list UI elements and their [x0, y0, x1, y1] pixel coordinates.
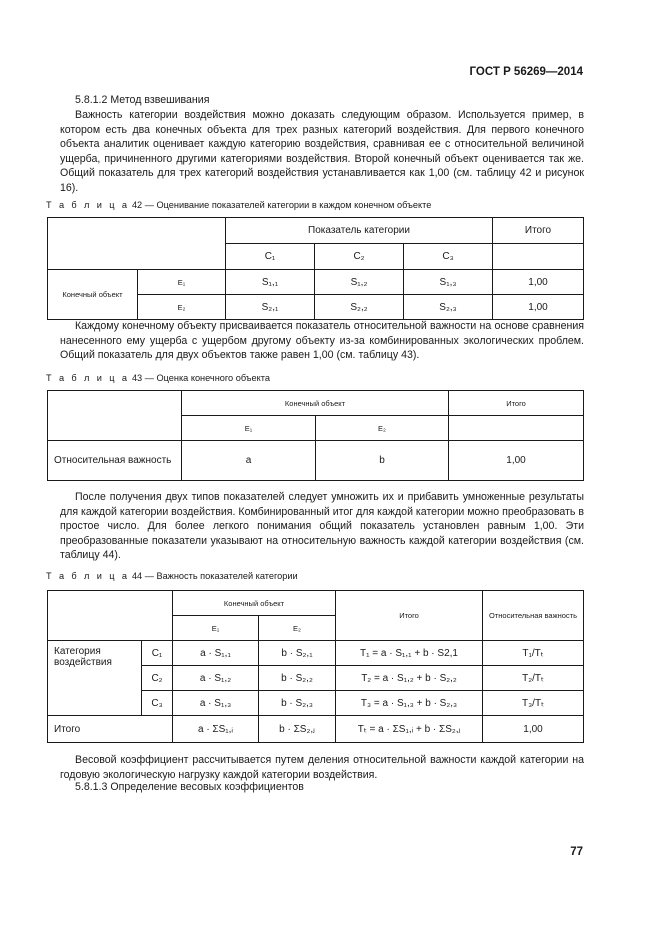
table-44-cell: a · S₁,₃ — [173, 691, 259, 716]
table-43-col-e2: E₂ — [316, 416, 449, 441]
table-43-row-total: 1,00 — [449, 441, 584, 481]
table-43-cell: b — [316, 441, 449, 481]
paragraph-1-text: Важность категории воздействия можно доказать следующим образом. Используется пример, в котором есть два конечных объекта для трех разных категорий воздействия. Для первого конечного объекта аналитик оценивает каждую категорию воздействия, сравнивая ее с относительной величиной ущерба, причиненного другими категориями воздействия. Второй конечный объект оценивается так же. Общий показатель для трех категорий воздействия устанавливается как 1,00 (см. таблицу 42 и рисунок 16). — [60, 109, 584, 194]
subsection-heading: 5.8.1.3 Определение весовых коэффициентов — [75, 781, 304, 793]
table-44-cell: T₂ = a · S₁,₂ + b · S₂,₂ — [336, 666, 483, 691]
table-44-col-e2: E₂ — [259, 616, 336, 641]
table-44-cell: T₂/Tₜ — [483, 666, 584, 691]
table-42-col-c1: C₁ — [226, 244, 315, 270]
table-42-group-header: Показатель категории — [226, 218, 493, 244]
table-44-cell: T₁ = a · S₁,₁ + b · S2,1 — [336, 641, 483, 666]
document-header: ГОСТ Р 56269—2014 — [469, 66, 583, 78]
table-43-group-header: Конечный объект — [182, 391, 449, 416]
page-number: 77 — [570, 846, 583, 858]
table-42-row-header: Конечный объект — [48, 270, 138, 320]
table-42-cell: S₂,₃ — [404, 295, 493, 320]
table-43-corner — [48, 391, 182, 441]
table-44-cell: a · ΣS₁,ᵢ — [173, 716, 259, 743]
table-43-row-label: Относительная важность — [48, 441, 182, 481]
table-43-total-header: Итого — [449, 391, 584, 416]
table-42-row-total: 1,00 — [493, 270, 584, 295]
table-44-rel-header: Относительная важность — [483, 591, 584, 641]
paragraph-3 — [60, 490, 584, 563]
table-42-cell: S₁,₁ — [226, 270, 315, 295]
table-44-cell: b · S₂,₃ — [259, 691, 336, 716]
table-43-empty — [449, 416, 584, 441]
table-42-col-c2: C₂ — [315, 244, 404, 270]
paragraph-3-text: После получения двух типов показателей следует умножить их и прибавить умноженные результаты для каждой категории воздействия. Комбинированный итог для каждой категории можно преобразовать в простое число. Для более легкого понимания общий показатель установлен равным 1,00. Эти преобразованные показатели указывают на относительную важность каждой категории воздействия (см. таблицу 44). — [60, 491, 584, 562]
table-42-cell: S₂,₂ — [315, 295, 404, 320]
section-heading: 5.8.1.2 Метод взвешивания — [75, 94, 210, 106]
table-44-row-label: C₁ — [142, 641, 173, 666]
table-44-col-e1: E₁ — [173, 616, 259, 641]
table-44-cell: Tₜ = a · ΣS₁,ᵢ + b · ΣS₂,ⱼ — [336, 716, 483, 743]
table-42-row-label: E₁ — [138, 270, 226, 295]
table-44-row-label: C₃ — [142, 691, 173, 716]
table-44-title: 44 — Важность показателей категории — [131, 571, 298, 581]
table-44-corner — [48, 591, 173, 641]
paragraph-1 — [60, 108, 584, 196]
paragraph-4 — [60, 753, 584, 782]
table-43-col-e1: E₁ — [182, 416, 316, 441]
table-43-caption — [46, 373, 270, 383]
table-label: Т а б л и ц а — [46, 373, 130, 383]
table-44-row-label: C₂ — [142, 666, 173, 691]
table-44-cell: T₁/Tₜ — [483, 641, 584, 666]
table-44-caption — [46, 571, 298, 581]
table-label: Т а б л и ц а — [46, 200, 130, 210]
table-42-cell: S₁,₂ — [315, 270, 404, 295]
table-44-cell: T₃/Tₜ — [483, 691, 584, 716]
table-44-cell: 1,00 — [483, 716, 584, 743]
table-42-caption — [46, 200, 431, 210]
table-42-empty — [493, 244, 584, 270]
table-42-title: 42 — Оценивание показателей категории в каждом конечном объекте — [131, 200, 432, 210]
table-42-col-c3: C₃ — [404, 244, 493, 270]
table-label: Т а б л и ц а — [46, 571, 130, 581]
table-42-corner — [48, 218, 226, 270]
table-44-total-row-label: Итого — [48, 716, 173, 743]
table-42-total-header: Итого — [493, 218, 584, 244]
table-43-cell: a — [182, 441, 316, 481]
table-42-row-label: E₂ — [138, 295, 226, 320]
table-44-cell: b · S₂,₂ — [259, 666, 336, 691]
table-43-title: 43 — Оценка конечного объекта — [131, 373, 270, 383]
table-44-row-group: Категория воздействия — [48, 641, 142, 716]
table-44-cell: a · S₁,₂ — [173, 666, 259, 691]
table-44-cell: a · S₁,₁ — [173, 641, 259, 666]
table-44 — [47, 590, 584, 743]
paragraph-4-text: Весовой коэффициент рассчитывается путем деления относительной важности каждой категории на годовую экологическую нагрузку каждой категории воздействия. — [60, 754, 584, 781]
table-44-total-header: Итого — [336, 591, 483, 641]
table-44-cell: T₃ = a · S₁,₃ + b · S₂,₃ — [336, 691, 483, 716]
paragraph-2 — [60, 319, 584, 363]
table-44-cell: b · S₂,₁ — [259, 641, 336, 666]
table-42 — [47, 217, 584, 320]
table-42-cell: S₁,₃ — [404, 270, 493, 295]
table-44-cell: b · ΣS₂,ⱼ — [259, 716, 336, 743]
table-42-row-total: 1,00 — [493, 295, 584, 320]
table-44-group-header: Конечный объект — [173, 591, 336, 616]
table-42-cell: S₂,₁ — [226, 295, 315, 320]
table-43 — [47, 390, 584, 481]
paragraph-2-text: Каждому конечному объекту присваивается показатель относительной важности на основе сравнения нанесенного ему ущерба с ущербом другому объекту из-за комбинированных экологических проблем. Общий показатель для двух объектов также равен 1,00 (см. таблицу 43). — [60, 320, 584, 362]
